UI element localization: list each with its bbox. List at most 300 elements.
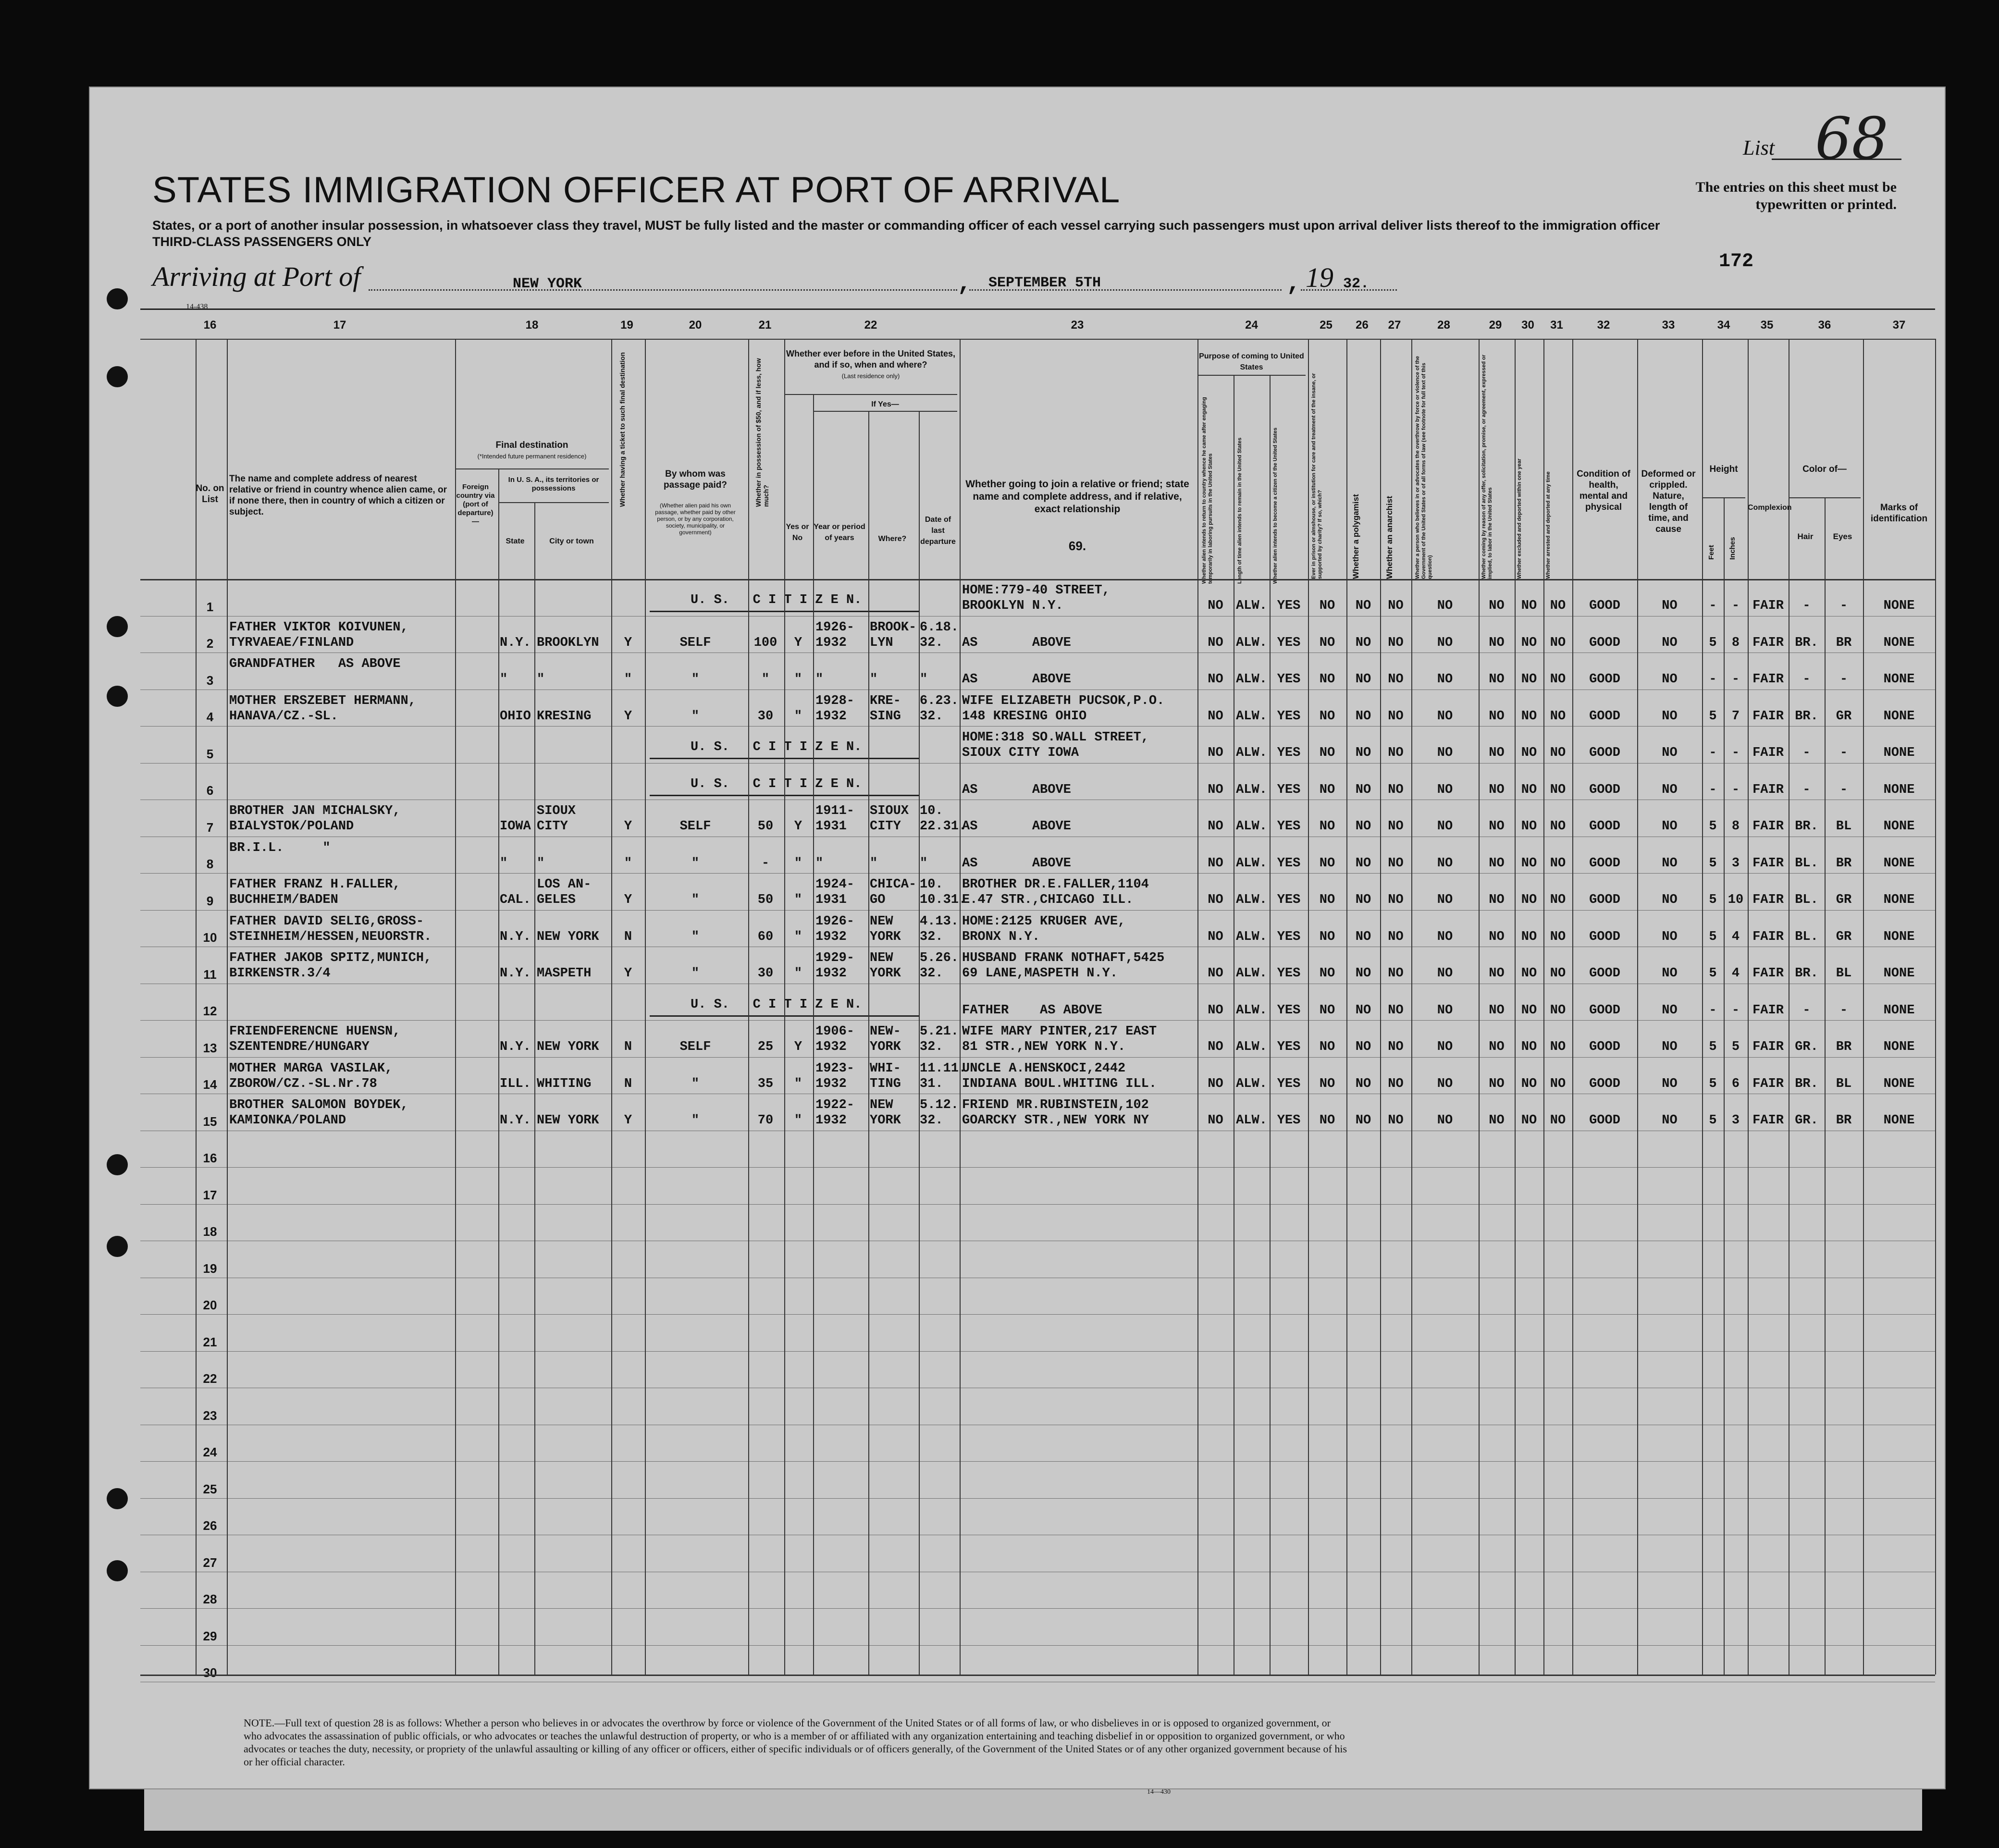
return-cell: NO (1208, 1076, 1223, 1091)
col-number: 19 (620, 319, 633, 332)
money-cell: - (761, 856, 770, 871)
years-line2: 1932 (815, 929, 847, 944)
subtitle-text: States, or a port of another insular possession, in whatsoever class they travel, MUST be fully listed and the master or commanding officer of each vessel carrying such passengers must upon arrival deliver lists thereof to the immigration officer (152, 218, 1660, 233)
ticket-cell: Y (624, 966, 632, 981)
header-become-citizen: Whether alien intends to become a citizen of the United States (1272, 427, 1278, 584)
column-rule (1479, 339, 1480, 1675)
list-number: 68 (1815, 106, 1888, 172)
deported-cell: NO (1550, 1076, 1566, 1091)
polygamist-cell: NO (1355, 1076, 1371, 1091)
header-year-period: Year or period of years (814, 523, 865, 542)
feet-cell: - (1709, 782, 1717, 797)
deformed-cell: NO (1662, 709, 1678, 724)
money-cell: 25 (757, 1040, 774, 1054)
ticket-cell: Y (624, 893, 632, 907)
hair-cell: BL. (1795, 856, 1818, 871)
labor-cell: NO (1489, 1040, 1505, 1054)
row-rule (140, 910, 1935, 911)
eyes-cell: GR (1836, 709, 1852, 724)
deported-cell: NO (1550, 1113, 1566, 1128)
comma: , (957, 270, 972, 297)
inches-cell: 5 (1731, 1040, 1740, 1054)
excluded-cell: NO (1521, 672, 1537, 687)
labor-cell: NO (1489, 709, 1505, 724)
polygamist-cell: NO (1355, 782, 1371, 797)
year-suffix: 32. (1343, 276, 1370, 292)
money-cell: 35 (757, 1076, 774, 1091)
ticket-cell: Y (624, 819, 632, 834)
row-number: 29 (203, 1628, 217, 1643)
prison-cell: NO (1319, 1040, 1335, 1054)
join-line2: AS ABOVE (962, 672, 1071, 687)
years-line1: 1922- (815, 1098, 855, 1112)
before-cell: " (794, 893, 802, 907)
deported-cell: NO (1550, 709, 1566, 724)
passage-paid-cell: " (691, 709, 700, 724)
header-divider (498, 502, 609, 503)
length-cell: ALW. (1236, 1040, 1267, 1054)
row-number: 26 (203, 1518, 217, 1533)
hair-cell: BR. (1795, 819, 1818, 834)
complexion-cell: FAIR (1752, 599, 1784, 613)
marks-cell: NONE (1883, 1003, 1915, 1018)
before-cell: Y (794, 635, 802, 650)
header-if-yes: If Yes— (871, 400, 899, 408)
col-number: 32 (1597, 319, 1610, 332)
punch-hole (107, 616, 128, 637)
where-line1: CHICA- (870, 877, 917, 892)
anarchist-cell: NO (1388, 929, 1404, 944)
hair-cell: BR. (1795, 709, 1818, 724)
column-rule (1637, 339, 1638, 1675)
citizen-intent-cell: YES (1277, 1113, 1301, 1128)
q28-cell: NO (1437, 709, 1453, 724)
column-rule (1270, 375, 1271, 1675)
labor-cell: NO (1489, 929, 1505, 944)
health-cell: GOOD (1589, 672, 1620, 687)
row-number: 2 (206, 636, 214, 651)
col-number: 29 (1489, 319, 1502, 332)
hair-cell: - (1802, 746, 1811, 760)
polygamist-cell: NO (1355, 966, 1371, 981)
city-line2: CITY (537, 819, 568, 834)
complexion-cell: FAIR (1752, 635, 1784, 650)
polygamist-cell: NO (1355, 1003, 1371, 1018)
us-citizen-label: U. S. C I T I Z E N. (691, 593, 862, 607)
column-rule (196, 339, 197, 1675)
table-bottom-rule (140, 1675, 1935, 1676)
polygamist-cell: NO (1355, 746, 1371, 760)
column-rule (1197, 339, 1198, 1675)
city-line2: BROOKLYN (537, 635, 599, 650)
join-line2: INDIANA BOUL.WHITING ILL. (962, 1076, 1157, 1091)
departure-line2: 32. (920, 1040, 943, 1054)
column-rule (227, 339, 228, 1675)
departure-line1: 4.13. (920, 914, 959, 929)
departure-line2: 10.31. (920, 893, 967, 907)
punch-hole (107, 366, 128, 387)
polygamist-cell: NO (1355, 893, 1371, 907)
header-before-in-us (784, 348, 957, 382)
inches-cell: 7 (1731, 709, 1740, 724)
row-rule (140, 1020, 1935, 1021)
column-rule (784, 339, 785, 1675)
polygamist-cell: NO (1355, 1113, 1371, 1128)
header-fifty-dollars: Whether in possession of $50, and if less, how much? (754, 358, 770, 507)
complexion-cell: FAIR (1752, 856, 1784, 871)
money-cell: 30 (757, 966, 774, 981)
ticket-cell: Y (624, 1113, 632, 1128)
row-number: 1 (206, 599, 214, 614)
return-cell: NO (1208, 819, 1223, 834)
feet-cell: 5 (1709, 1076, 1717, 1091)
eyes-cell: - (1839, 1003, 1848, 1018)
q28-cell: NO (1437, 1040, 1453, 1054)
marks-cell: NONE (1883, 746, 1915, 760)
join-line1: UNCLE A.HENSKOCI,2442 (962, 1061, 1126, 1076)
length-cell: ALW. (1236, 1003, 1267, 1018)
years-line1: 1911- (815, 804, 855, 818)
join-line2: AS ABOVE (962, 782, 1071, 797)
anarchist-cell: NO (1388, 746, 1404, 760)
column-rule (1724, 497, 1725, 1675)
years-line2: 1932 (815, 1113, 847, 1128)
footnote-question-28: NOTE.—Full text of question 28 is as follows: Whether a person who believes in or advocates the overthrow by force or violence of the Government of the United States or of all forms of law, or who disbelieves in or is opposed to organized government, or who advocates the assassination of public officials, or who advocates or teaches the unlawful destruction of property, or who is a member of or affiliated with any organization entertaining and teaching disbelief in or opposition to organized government, or who advocates or teaches the duty, necessity, or propriety of the unlawful assaulting or killing of any officer or officers, either of specific individuals or of officers generally, of the Government of the United States or of any other organized government because of his or her official character. (244, 1717, 1347, 1768)
page-title: STATES IMMIGRATION OFFICER AT PORT OF ARRIVAL (152, 170, 1121, 210)
complexion-cell: FAIR (1752, 709, 1784, 724)
relative-line1: FATHER DAVID SELIG,GROSS- (229, 914, 424, 929)
header-feet: Feet (1707, 545, 1715, 560)
q28-cell: NO (1437, 1003, 1453, 1018)
ticket-cell: Y (624, 635, 632, 650)
passage-paid-cell: SELF (679, 635, 711, 650)
column-rule (1380, 339, 1381, 1675)
header-relative-address: The name and complete address of nearest relative or friend in country whence alien came, or if none there, then in country of which a citizen or subject. (229, 474, 447, 517)
marks-cell: NONE (1883, 819, 1915, 834)
excluded-cell: NO (1521, 856, 1537, 871)
deformed-cell: NO (1662, 856, 1678, 871)
length-cell: ALW. (1236, 893, 1267, 907)
row-number: 21 (203, 1334, 217, 1349)
citizen-intent-cell: YES (1277, 819, 1301, 834)
health-cell: GOOD (1589, 782, 1620, 797)
state-cell: N.Y. (500, 635, 531, 650)
hair-cell: GR. (1795, 1113, 1818, 1128)
health-cell: GOOD (1589, 966, 1620, 981)
column-rule (919, 411, 920, 1675)
column-rule (1411, 339, 1412, 1675)
years-line1: 1929- (815, 951, 855, 965)
hair-cell: - (1802, 1003, 1811, 1018)
before-cell: " (794, 1076, 802, 1091)
excluded-cell: NO (1521, 635, 1537, 650)
page-number: 172 (1719, 251, 1754, 272)
years-line1: 1926- (815, 620, 855, 635)
years-line2: 1931 (815, 819, 847, 834)
join-line2: BROOKLYN N.Y. (962, 599, 1063, 613)
feet-cell: 5 (1709, 709, 1717, 724)
passage-paid-cell: " (691, 893, 700, 907)
year-prefix: 19 (1306, 262, 1333, 293)
feet-cell: 5 (1709, 929, 1717, 944)
manifest-table (140, 308, 1935, 1761)
join-line2: GOARCKY STR.,NEW YORK NY (962, 1113, 1149, 1128)
excluded-cell: NO (1521, 929, 1537, 944)
years-line2: " (815, 672, 824, 687)
length-cell: ALW. (1236, 1076, 1267, 1091)
anarchist-cell: NO (1388, 819, 1404, 834)
return-cell: NO (1208, 856, 1223, 871)
where-line2: TING (870, 1076, 901, 1091)
anarchist-cell: NO (1388, 1040, 1404, 1054)
header-foreign-country: Foreign country via (port of departure)— (456, 483, 495, 526)
q28-cell: NO (1437, 1076, 1453, 1091)
marks-cell: NONE (1883, 782, 1915, 797)
q28-cell: NO (1437, 893, 1453, 907)
city-line1: SIOUX (537, 804, 576, 818)
row-number: 9 (206, 893, 214, 908)
q28-cell: NO (1437, 782, 1453, 797)
citizen-intent-cell: YES (1277, 1003, 1301, 1018)
header-inches: Inches (1728, 537, 1737, 560)
state-cell: IOWA (500, 819, 531, 834)
health-cell: GOOD (1589, 929, 1620, 944)
excluded-cell: NO (1521, 1076, 1537, 1091)
labor-cell: NO (1489, 782, 1505, 797)
row-number: 7 (206, 820, 214, 835)
header-before-note: (Last residence only) (841, 372, 900, 380)
complexion-cell: FAIR (1752, 893, 1784, 907)
prison-cell: NO (1319, 1076, 1335, 1091)
departure-line2: 22.31. (920, 819, 967, 834)
punch-hole (107, 1154, 128, 1175)
deformed-cell: NO (1662, 1076, 1678, 1091)
deported-cell: NO (1550, 746, 1566, 760)
punch-hole (107, 288, 128, 309)
before-cell: " (794, 672, 802, 687)
polygamist-cell: NO (1355, 709, 1371, 724)
anarchist-cell: NO (1388, 672, 1404, 687)
where-line1: NEW (870, 951, 893, 965)
join-line2: AS ABOVE (962, 819, 1071, 834)
relative-line2: STEINHEIM/HESSEN,NEUORSTR. (229, 929, 432, 944)
col-number: 18 (525, 319, 539, 332)
deported-cell: NO (1550, 966, 1566, 981)
join-line2: AS ABOVE (962, 635, 1071, 650)
prison-cell: NO (1319, 635, 1335, 650)
relative-line2: TYRVAEAE/FINLAND (229, 635, 354, 650)
row-number: 11 (203, 967, 217, 982)
city-line2: KRESING (537, 709, 592, 724)
header-purpose: Purpose of coming to United States (1199, 352, 1304, 371)
header-eyes: Eyes (1833, 532, 1852, 541)
marks-cell: NONE (1883, 635, 1915, 650)
inches-cell: 8 (1731, 635, 1740, 650)
column-rule (1863, 339, 1864, 1675)
eyes-cell: GR (1836, 893, 1852, 907)
inches-cell: - (1731, 1003, 1740, 1018)
years-line2: 1932 (815, 1076, 847, 1091)
header-ticket: Whether having a ticket to such final destination (618, 352, 626, 507)
where-line2: LYN (870, 635, 893, 650)
return-cell: NO (1208, 635, 1223, 650)
anarchist-cell: NO (1388, 709, 1404, 724)
citizen-intent-cell: YES (1277, 746, 1301, 760)
q28-cell: NO (1437, 635, 1453, 650)
hair-cell: BR. (1795, 966, 1818, 981)
health-cell: GOOD (1589, 1040, 1620, 1054)
header-join-relative: Whether going to join a relative or friend; state name and complete address, and if relative, exact relationship (965, 479, 1189, 515)
row-rule (140, 1167, 1935, 1168)
relative-line1: MOTHER ERSZEBET HERMANN, (229, 693, 416, 708)
complexion-cell: FAIR (1752, 1003, 1784, 1018)
hair-cell: - (1802, 599, 1811, 613)
join-line1: HUSBAND FRANK NOTHAFT,5425 (962, 951, 1165, 965)
return-cell: NO (1208, 599, 1223, 613)
row-rule (140, 1057, 1935, 1058)
join-line1: BROTHER DR.E.FALLER,1104 (962, 877, 1149, 892)
join-line1: HOME:318 SO.WALL STREET, (962, 730, 1149, 745)
excluded-cell: NO (1521, 893, 1537, 907)
deformed-cell: NO (1662, 893, 1678, 907)
relative-line2: HANAVA/CZ.-SL. (229, 709, 338, 724)
where-line1: WHI- (870, 1061, 901, 1076)
city-line2: " (537, 672, 545, 687)
excluded-cell: NO (1521, 746, 1537, 760)
passage-paid-cell: SELF (679, 1040, 711, 1054)
deformed-cell: NO (1662, 1113, 1678, 1128)
join-line1: WIFE ELIZABETH PUCSOK,P.O. (962, 693, 1165, 708)
column-rule (1346, 339, 1347, 1675)
header-divider (455, 468, 609, 469)
prison-cell: NO (1319, 966, 1335, 981)
column-rule (1515, 339, 1516, 1675)
health-cell: GOOD (1589, 1113, 1620, 1128)
polygamist-cell: NO (1355, 672, 1371, 687)
column-rule (1825, 497, 1826, 1675)
deformed-cell: NO (1662, 929, 1678, 944)
health-cell: GOOD (1589, 893, 1620, 907)
money-cell: 60 (757, 929, 774, 944)
relative-line1: FATHER FRANZ H.FALLER, (229, 877, 401, 892)
labor-cell: NO (1489, 893, 1505, 907)
join-line2: 148 KRESING OHIO (962, 709, 1087, 724)
inches-cell: - (1731, 599, 1740, 613)
header-in-usa: In U. S. A., its territories or possessions (508, 476, 599, 493)
row-number: 17 (203, 1187, 217, 1202)
departure-line2: " (920, 672, 928, 687)
relative-line2: BIRKENSTR.3/4 (229, 966, 331, 981)
column-rule (748, 339, 749, 1675)
deported-cell: NO (1550, 672, 1566, 687)
hair-cell: - (1802, 672, 1811, 687)
before-cell: " (794, 856, 802, 871)
where-line1: KRE- (870, 693, 901, 708)
years-line2: 1932 (815, 635, 847, 650)
polygamist-cell: NO (1355, 819, 1371, 834)
where-line1: BROOK- (870, 620, 917, 635)
excluded-cell: NO (1521, 782, 1537, 797)
header-intends-return: Whether alien intends to return to country whence he came after engaging temporarily in laboring pursuits in the United States (1201, 397, 1213, 584)
row-rule (140, 873, 1935, 874)
col-number: 24 (1245, 319, 1258, 332)
citizen-intent-cell: YES (1277, 709, 1301, 724)
hair-cell: BL. (1795, 929, 1818, 944)
eyes-cell: BL (1836, 1076, 1852, 1091)
prison-cell: NO (1319, 1113, 1335, 1128)
row-number: 27 (203, 1555, 217, 1570)
excluded-cell: NO (1521, 709, 1537, 724)
row-number: 18 (203, 1224, 217, 1239)
relative-line1: FRIENDFERENCNE HUENSN, (229, 1024, 401, 1039)
column-rule (1308, 339, 1309, 1675)
inches-cell: 8 (1731, 819, 1740, 834)
passenger-class: THIRD-CLASS PASSENGERS ONLY (152, 234, 372, 249)
ticket-cell: " (624, 856, 632, 871)
citizen-intent-cell: YES (1277, 599, 1301, 613)
inches-cell: 4 (1731, 929, 1740, 944)
column-rule (1702, 339, 1703, 1675)
relative-line1: GRANDFATHER AS ABOVE (229, 657, 401, 671)
col-number: 30 (1521, 319, 1534, 332)
return-cell: NO (1208, 1040, 1223, 1054)
where-line2: YORK (870, 929, 901, 944)
excluded-cell: NO (1521, 1003, 1537, 1018)
row-number: 16 (203, 1151, 217, 1165)
passage-paid-cell: " (691, 966, 700, 981)
where-line2: " (870, 856, 878, 871)
feet-cell: 5 (1709, 966, 1717, 981)
header-divider (784, 394, 957, 395)
anarchist-cell: NO (1388, 599, 1404, 613)
comma: , (1286, 270, 1301, 297)
row-number: 13 (203, 1040, 217, 1055)
excluded-cell: NO (1521, 1113, 1537, 1128)
labor-cell: NO (1489, 819, 1505, 834)
join-line2: BRONX N.Y. (962, 929, 1040, 944)
deported-cell: NO (1550, 635, 1566, 650)
col-number: 33 (1662, 319, 1675, 332)
before-cell: " (794, 709, 802, 724)
row-rule (140, 1498, 1935, 1499)
header-polygamist: Whether a polygamist (1351, 494, 1360, 579)
row-number: 6 (206, 783, 214, 798)
departure-line1: 6.18. (920, 620, 959, 635)
years-line2: 1932 (815, 966, 847, 981)
eyes-cell: - (1839, 672, 1848, 687)
years-line2: 1931 (815, 893, 847, 907)
departure-line1: 10. (920, 804, 943, 818)
header-final-destination-note: (*Intended future permanent residence) (477, 453, 587, 460)
prison-cell: NO (1319, 672, 1335, 687)
excluded-cell: NO (1521, 819, 1537, 834)
relative-line1: BROTHER SALOMON BOYDEK, (229, 1098, 408, 1112)
length-cell: ALW. (1236, 782, 1267, 797)
health-cell: GOOD (1589, 599, 1620, 613)
marks-cell: NONE (1883, 672, 1915, 687)
q28-cell: NO (1437, 599, 1453, 613)
footnote-form-code: 14—430 (1147, 1788, 1171, 1796)
passage-paid-cell: " (691, 929, 700, 944)
entries-note: The entries on this sheet must be typewritten or printed. (1695, 179, 1897, 212)
row-rule (140, 1351, 1935, 1352)
column-rule (1543, 339, 1544, 1675)
length-cell: ALW. (1236, 635, 1267, 650)
q28-cell: NO (1437, 856, 1453, 871)
inches-cell: 3 (1731, 1113, 1740, 1128)
citizen-intent-cell: YES (1277, 635, 1301, 650)
eyes-cell: BL (1836, 966, 1852, 981)
